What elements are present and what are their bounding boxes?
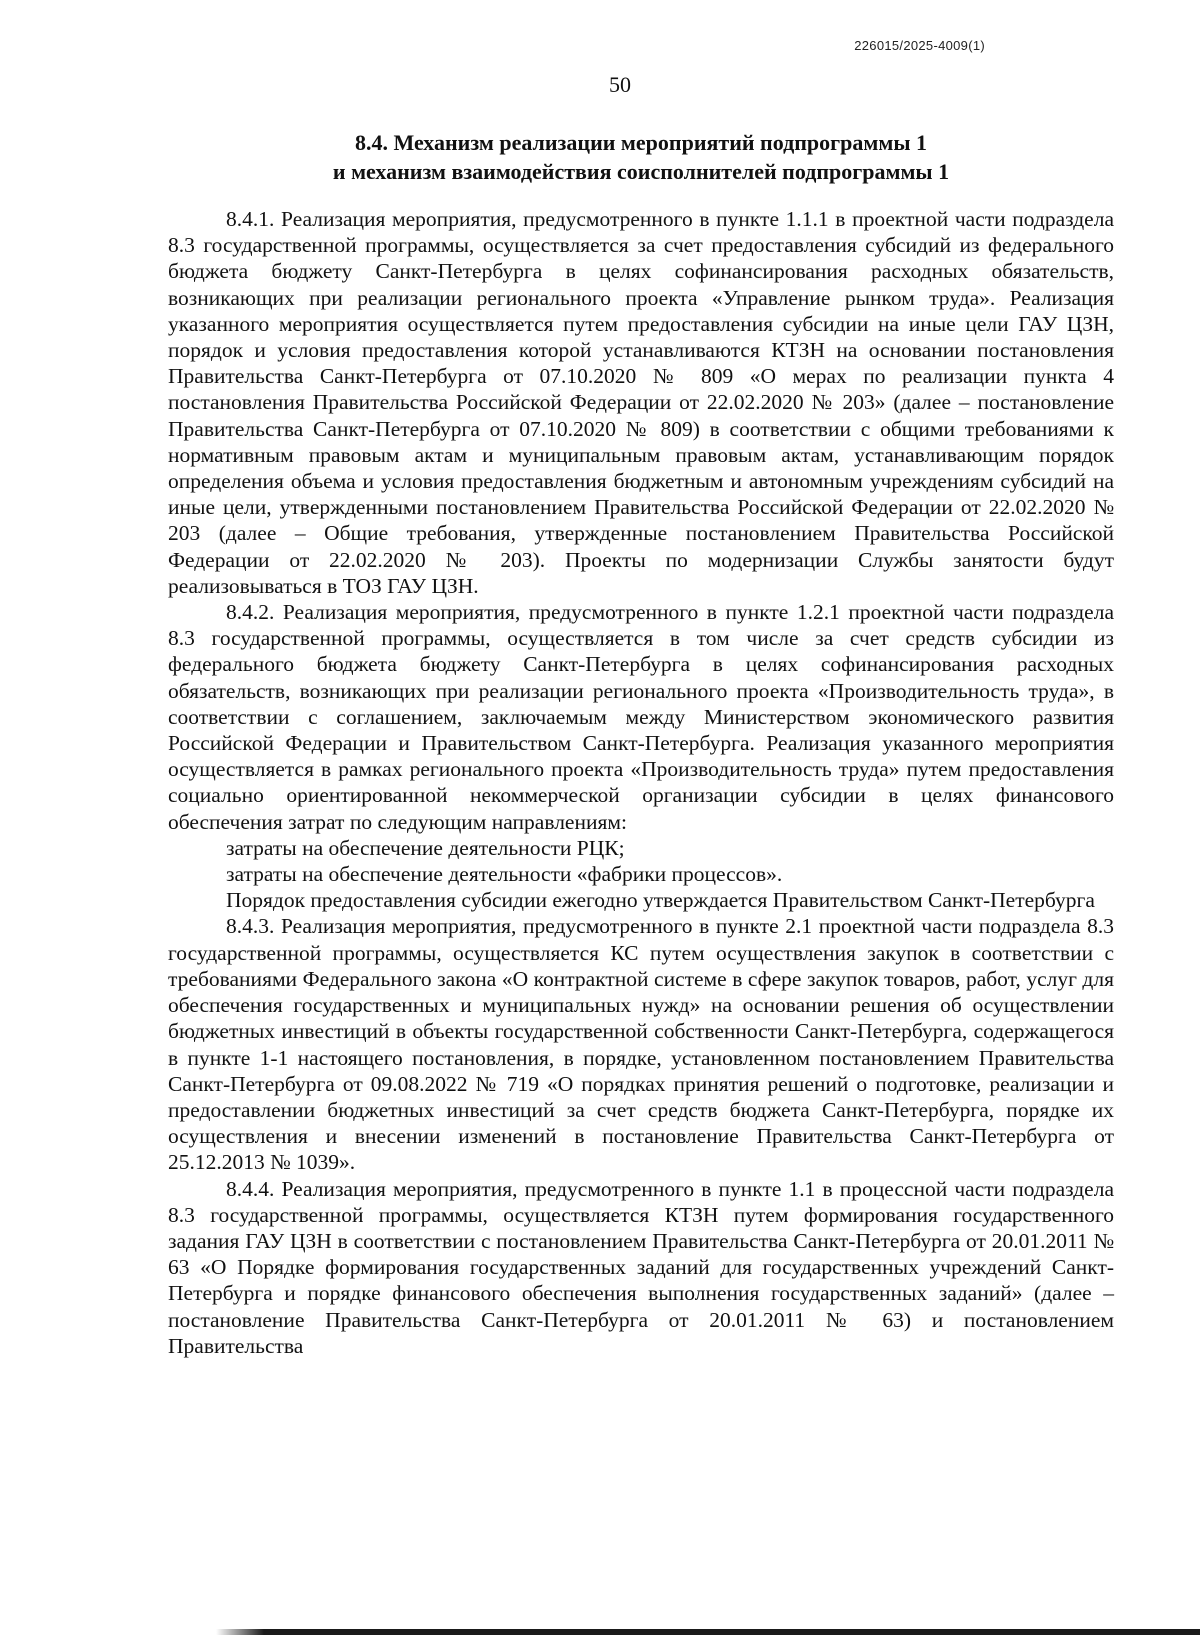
list-item-process-factory-costs: затраты на обеспечение деятельности «фабрики процессов». bbox=[226, 862, 783, 887]
list-item-rck-costs: затраты на обеспечение деятельности РЦК; bbox=[226, 835, 625, 860]
body-text bbox=[168, 206, 1114, 1359]
section-heading-line-1: 8.4. Механизм реализации мероприятий подпрограммы 1 bbox=[354, 130, 928, 155]
paragraph-8-4-4: 8.4.4. Реализация мероприятия, предусмотренного в пункте 1.1 в процессной части подраздела 8.3 государственной программы, осуществляется КТЗН путем формирования государственного задания ГАУ ЦЗН в соответствии с постановлением Правительства Санкт-Петербурга от 20.01.2011 № 63 «О Порядке формирования государственных заданий для государственных учреждений Санкт-Петербурга и порядке финансового обеспечения выполнения государственных заданий» (далее – постановление Правительства Санкт-Петербурга от 20.01.2011 № 63) и постановлением Правительства bbox=[168, 1176, 1114, 1358]
page-number: 50 bbox=[609, 72, 631, 97]
paragraph-8-4-2: 8.4.2. Реализация мероприятия, предусмотренного в пункте 1.2.1 проектной части подраздела 8.3 государственной программы, осуществляется в том числе за счет средств субсидии из федерального бюджета бюджету Санкт-Петербурга в целях софинансирования расходных обязательств, возникающих при реализации регионального проекта «Производительность труда», в соответствии с соглашением, заключаемым между Министерством экономического развития Российской Федерации и Правительством Санкт-Петербурга. Реализация указанного мероприятия осуществляется в рамках регионального проекта «Производительность труда» путем предоставления социально ориентированной некоммерческой организации субсидии в целях финансового обеспечения затрат по следующим направлениям: bbox=[168, 600, 1114, 834]
document-id: 226015/2025-4009(1) bbox=[854, 38, 985, 53]
section-heading-line-2: и механизм взаимодействия соисполнителей подпрограммы 1 bbox=[332, 159, 950, 184]
paragraph-8-4-1: 8.4.1. Реализация мероприятия, предусмотренного в пункте 1.1.1 в проектной части подраздела 8.3 государственной программы, осуществляется за счет предоставления субсидий из федерального бюджета бюджету Санкт-Петербурга в целях софинансирования расходных обязательств, возникающих при реализации регионального проекта «Управление рынком труда». Реализация указанного мероприятия осуществляется путем предоставления субсидии на иные цели ГАУ ЦЗН, порядок и условия предоставления которой устанавливаются КТЗН на основании постановления Правительства Санкт-Петербурга от 07.10.2020 № 809 «О мерах по реализации пункта 4 постановления Правительства Российской Федерации от 22.02.2020 № 203» (далее – постановление Правительства Санкт-Петербурга от 07.10.2020 № 809) в соответствии с общими требованиями к нормативным правовым актам и муниципальным правовым актам, устанавливающим порядок определения объема и условия предоставления бюджетным и автономным учреждениям субсидий на иные цели, утвержденными постановлением Правительства Российской Федерации от 22.02.2020 № 203 (далее – Общие требования, утвержденные постановлением Правительства Российской Федерации от 22.02.2020 № 203). Проекты по модернизации Службы занятости будут реализовываться в ТОЗ ГАУ ЦЗН. bbox=[168, 207, 1114, 598]
scan-edge-shadow bbox=[0, 1629, 1200, 1635]
paragraph-8-4-3: 8.4.3. Реализация мероприятия, предусмотренного в пункте 2.1 проектной части подраздела 8.3 государственной программы, осуществляется КС путем осуществления закупок в соответствии с требованиями Федерального закона «О контрактной системе в сфере закупок товаров, работ, услуг для обеспечения государственных и муниципальных нужд» на основании решения об осуществлении бюджетных инвестиций в объекты государственной собственности Санкт-Петербурга, содержащегося в пункте 1-1 настоящего постановления, в порядке, установленном постановлением Правительства Санкт-Петербурга от 09.08.2022 № 719 «О порядках принятия решений о подготовке, реализации и предоставлении бюджетных инвестиций за счет средств бюджета Санкт-Петербурга, порядке их осуществления и внесении изменений в постановление Правительства Санкт-Петербурга от 25.12.2013 № 1039». bbox=[168, 914, 1114, 1175]
paragraph-subsidy-procedure: Порядок предоставления субсидии ежегодно утверждается Правительством Санкт-Петербурга bbox=[226, 888, 1095, 913]
section-heading bbox=[168, 128, 1114, 186]
